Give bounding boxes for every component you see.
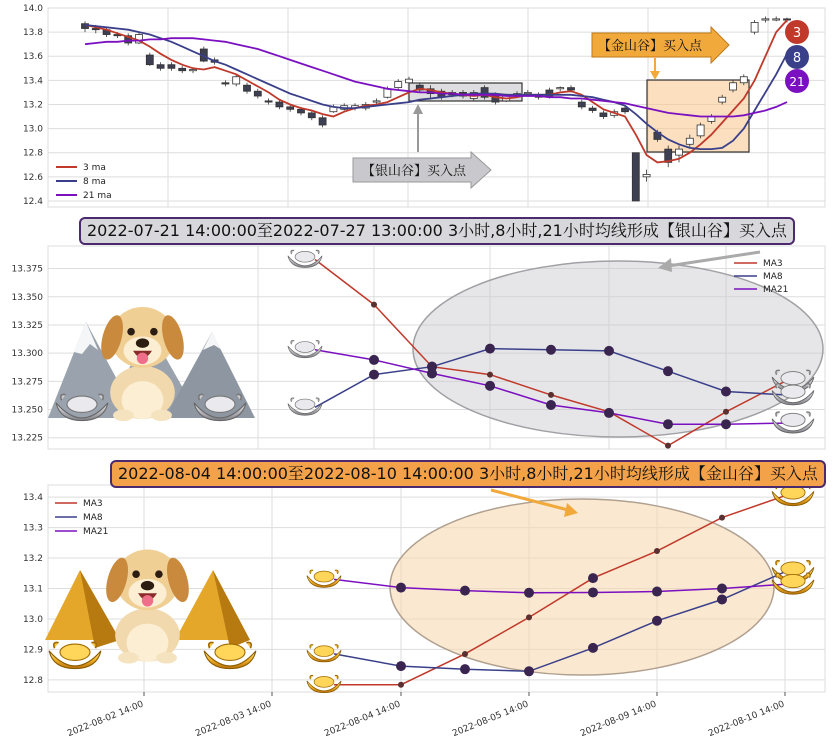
panel-bottom-ma3-point — [719, 515, 725, 521]
panel-bottom-y-tick-label: 13.4 — [22, 493, 43, 504]
gold-ingot-icon — [204, 643, 256, 669]
candle-up — [686, 138, 693, 144]
panel-mid-y-tick-label: 13.325 — [11, 320, 43, 331]
candle-up — [190, 70, 197, 71]
candle-down — [265, 101, 272, 102]
panel-top-y-tick-label: 13.8 — [22, 28, 43, 39]
panel-bottom-ma21-point — [396, 583, 406, 593]
panel-bottom-ma21-point — [588, 587, 598, 597]
badge-ma3-label: 3 — [792, 26, 802, 41]
panel-top-y-tick-label: 12.8 — [22, 148, 43, 159]
gold-ingot-icon — [307, 645, 341, 662]
candle-down — [244, 85, 251, 91]
silver-zone-ellipse — [413, 261, 823, 437]
candle-down — [600, 113, 607, 117]
ma-badges — [785, 20, 809, 93]
legend-ma21-label: MA21 — [763, 285, 789, 295]
panel-bottom-ma21-point — [460, 586, 470, 596]
candle-up — [773, 19, 780, 20]
panel-mid-ma21-point — [369, 355, 379, 365]
candle-down — [632, 153, 639, 201]
panel-bottom-ma8-point — [396, 661, 406, 671]
panel-bottom-y-tick-label: 13.0 — [22, 614, 43, 625]
panel-bottom-x-axis — [66, 692, 786, 739]
panel-mid-y-tick-label: 13.225 — [11, 433, 43, 444]
panel-mid-ma3-point — [548, 392, 554, 398]
candle-up — [676, 149, 683, 155]
candle-down — [179, 68, 186, 70]
panel-bottom-y-axis — [23, 493, 43, 686]
candle-up — [233, 77, 240, 84]
panel-mid-ma8-point — [663, 366, 673, 376]
candle-up — [719, 97, 726, 102]
gold-ingot-icon — [49, 643, 101, 669]
panel-bottom-y-tick-label: 13.1 — [22, 584, 43, 595]
badge-ma8-label: 8 — [792, 51, 802, 66]
panel-mid-y-tick-label: 13.275 — [11, 377, 43, 388]
panel-mid-ma21-point — [721, 419, 731, 429]
legend-ma21-label: 21 ma — [83, 191, 112, 201]
badge-ma21-label: 21 — [789, 75, 805, 89]
panel-mid-ma8-point — [546, 345, 556, 355]
candle-down — [578, 102, 585, 107]
legend-ma8-label: MA8 — [83, 513, 103, 523]
panel-mid-y-tick-label: 13.300 — [11, 349, 43, 360]
panel-top-y-tick-label: 14.0 — [22, 4, 43, 14]
silver-buy-point-label: 【银山谷】买入点 — [362, 164, 467, 179]
candle-up — [373, 101, 380, 102]
candle-up — [730, 83, 737, 90]
panel-bottom-ma8-point — [460, 664, 470, 674]
candle-up — [524, 92, 531, 93]
panel-bottom-y-tick-label: 12.9 — [22, 645, 43, 656]
panel-mid-ma8-point — [485, 344, 495, 354]
legend-ma21-label: MA21 — [83, 527, 109, 537]
legend-ma8-label: 8 ma — [83, 177, 106, 187]
panel-mid-y-tick-label: 13.250 — [11, 405, 43, 416]
gold-zone-ellipse — [390, 499, 774, 675]
panel-top-y-tick-label: 12.6 — [22, 172, 43, 183]
panel-top-y-axis — [23, 4, 43, 207]
panel-top-y-tick-label: 12.4 — [22, 196, 43, 207]
candle-down — [168, 65, 175, 69]
candle-up — [557, 88, 564, 89]
dog-icon — [102, 550, 193, 664]
candle-up — [406, 79, 413, 83]
gold-valley-title: 2022-08-04 14:00:00至2022-08-10 14:00:00 3小时,8小时,21小时均线形成【金山谷】买入点 — [110, 460, 826, 488]
panel-mid-ma21-point — [485, 381, 495, 391]
gold-ingot-icon — [307, 570, 341, 587]
panel-mid-ma21-point — [546, 400, 556, 410]
candle-down — [276, 102, 283, 107]
candle-down — [157, 65, 164, 69]
x-tick-label: 2022-08-04 14:00 — [323, 699, 403, 740]
panel-mid-y-tick-label: 13.350 — [11, 292, 43, 303]
candle-down — [589, 108, 596, 110]
candle-down — [568, 88, 575, 90]
legend-ma3-label: 3 ma — [83, 163, 106, 173]
candle-down — [298, 109, 305, 113]
candle-up — [643, 174, 650, 176]
panel-bottom-ma3-point — [654, 548, 660, 554]
legend-ma3-label: MA3 — [763, 259, 783, 269]
candle-down — [784, 19, 791, 20]
panel-bottom-ma3-point — [588, 573, 598, 583]
panel-bottom-ma21-point — [652, 587, 662, 597]
panel-top-y-tick-label: 13.6 — [22, 52, 43, 63]
candle-down — [222, 83, 229, 84]
panel-top-y-tick-label: 13.0 — [22, 124, 43, 135]
panel-top-legend — [56, 163, 112, 201]
panel-bottom-ma8-point — [652, 616, 662, 626]
candle-up — [740, 77, 747, 83]
silver-buy-point-arrow — [353, 104, 491, 188]
legend-ma8-label: MA8 — [763, 272, 783, 282]
silver-valley-title: 2022-07-21 14:00:00至2022-07-27 13:00:00 3小时,8小时,21小时均线形成【银山谷】买入点 — [79, 217, 795, 245]
panel-mid-ma21-point — [604, 408, 614, 418]
panel-mid-ma8-point — [604, 346, 614, 356]
panel-mid-ma8-point — [721, 386, 731, 396]
panel-bottom-ma21-point — [524, 588, 534, 598]
panel-mid-y-tick-label: 13.375 — [11, 264, 43, 275]
panel-mid-ma21-point — [663, 419, 673, 429]
panel-bottom-legend — [55, 499, 108, 537]
panel-bottom-ma8-point — [524, 666, 534, 676]
panel-bottom-ma3-point — [398, 682, 404, 688]
x-tick-label: 2022-08-05 14:00 — [451, 699, 531, 740]
candle-down — [308, 113, 315, 118]
legend-ma3-label: MA3 — [83, 499, 103, 509]
candle-down — [146, 55, 153, 65]
panel-bottom-ma8-point — [588, 643, 598, 653]
x-tick-label: 2022-08-03 14:00 — [194, 699, 274, 740]
candle-up — [395, 82, 402, 88]
silver-ingot-icon — [288, 341, 322, 358]
x-tick-label: 2022-08-10 14:00 — [707, 699, 787, 740]
panel-mid-ma3-point — [487, 372, 493, 378]
panel-bottom-ma3-point — [462, 651, 468, 657]
candle-down — [319, 118, 326, 125]
candle-up — [751, 22, 758, 32]
candle-up — [762, 19, 769, 20]
silver-ingot-icon — [288, 250, 322, 267]
panel-bottom-y-tick-label: 13.2 — [22, 554, 43, 565]
candle-down — [287, 107, 294, 109]
panel-bottom-ma8-point — [717, 594, 727, 604]
gold-buy-point-arrow — [592, 27, 729, 80]
panel-bottom-y-tick-label: 12.8 — [22, 675, 43, 686]
panel-top-y-tick-label: 13.4 — [22, 76, 43, 87]
panel-mid-ma3-point — [665, 443, 671, 449]
panel-mid-y-axis — [12, 265, 44, 444]
panel-bottom-ma3-point — [526, 614, 532, 620]
panel-mid-ma21-point — [427, 368, 437, 378]
panel-bottom-ma21-point — [717, 584, 727, 594]
candle-up — [697, 125, 704, 136]
candle-up — [384, 89, 391, 97]
panel-mid-ma3-point — [371, 302, 377, 308]
x-tick-label: 2022-08-09 14:00 — [579, 699, 659, 740]
candle-down — [254, 91, 261, 96]
panel-top-y-tick-label: 13.2 — [22, 100, 43, 111]
x-tick-label: 2022-08-02 14:00 — [66, 699, 146, 740]
gold-buy-point-label: 【金山谷】买入点 — [598, 39, 703, 54]
panel-mid-ma8-point — [369, 370, 379, 380]
panel-mid-ma3-point — [723, 409, 729, 415]
panel-bottom-y-tick-label: 13.3 — [22, 523, 43, 534]
